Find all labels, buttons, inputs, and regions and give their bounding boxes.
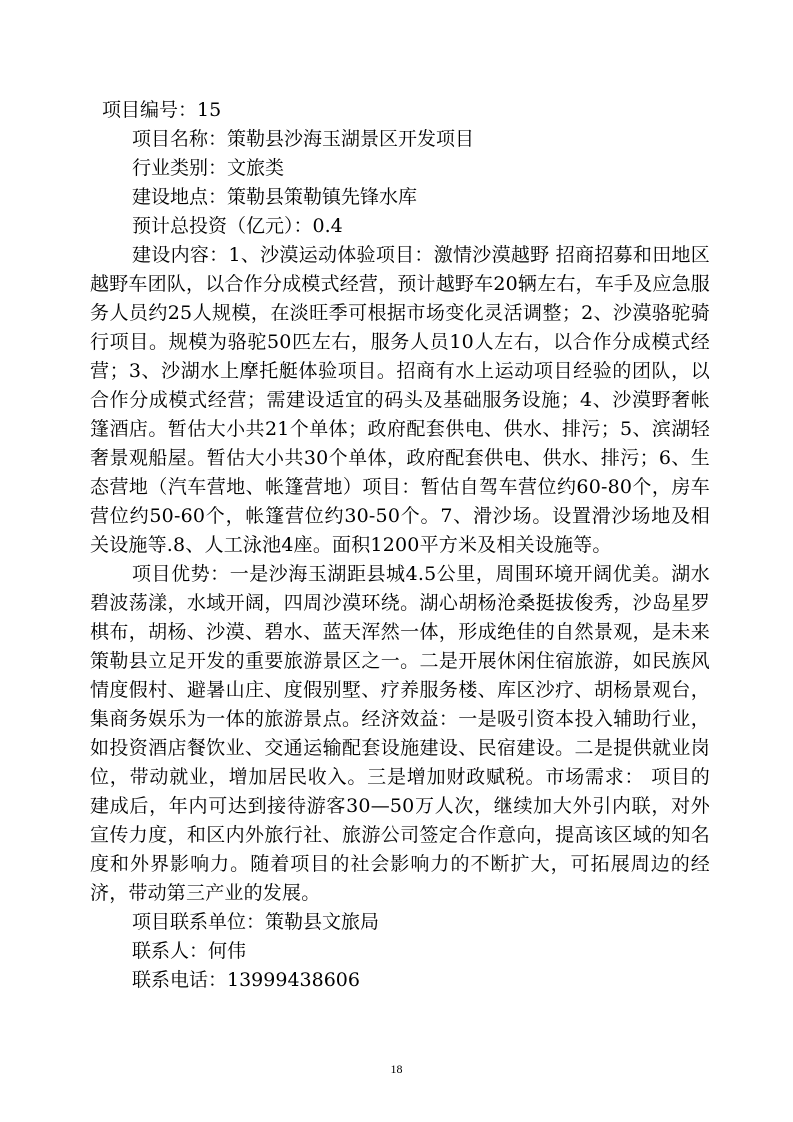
- estimated-investment: 预计总投资（亿元）：0.4: [132, 215, 343, 237]
- contact-unit: 项目联系单位：策勒县文旅局: [132, 911, 380, 933]
- page-number: 18: [390, 1062, 403, 1076]
- construction-location: 建设地点：策勒县策勒镇先锋水库: [132, 186, 418, 208]
- contact-phone: 联系电话：13999438606: [132, 969, 360, 991]
- industry-category: 行业类别：文旅类: [132, 157, 285, 179]
- project-content: [90, 96, 710, 995]
- project-advantages: 项目优势：一是沙海玉湖距县城4.5公里，周围环境开阔优美。湖水碧波荡漾，水域开阔，四周沙漠环绕。湖心胡杨沧桑挺拔俊秀，沙岛星罗棋布，胡杨、沙漠、碧水、蓝天浑然一体，形成绝佳的自然景观，是未来策勒县立足开发的重要旅游景区之一。二是开展休闲住宿旅游，如民族风情度假村、避暑山庄、度假别墅、疗养服务楼、库区沙疗、胡杨景观台，集商务娱乐为一体的旅游景点。经济效益：一是吸引资本投入辅助行业，如投资酒店餐饮业、交通运输配套设施建设、民宿建设。二是提供就业岗位，带动就业，增加居民收入。三是增加财政赋税。市场需求： 项目的建成后，年内可达到接待游客30—50万人次，继续加大外引内联，对外宣传力度，和区内外旅行社、旅游公司签定合作意向，提高该区域的知名度和外界影响力。随着项目的社会影响力的不断扩大，可拓展周边的经济，带动第三产业的发展。: [90, 563, 710, 904]
- contact-person: 联系人：何伟: [132, 940, 247, 962]
- project-name: 项目名称：策勒县沙海玉湖景区开发项目: [132, 128, 475, 150]
- construction-content: 建设内容：1、沙漠运动体验项目：激情沙漠越野 招商招募和田地区越野车团队，以合作分成模式经营，预计越野车20辆左右，车手及应急服务人员约25人规模，在淡旺季可根据市场变化灵活调整；2、沙漠骆驼骑行项目。规模为骆驼50匹左右，服务人员10人左右，以合作分成模式经营；3、沙湖水上摩托艇体验项目。招商有水上运动项目经验的团队，以合作分成模式经营；需建设适宜的码头及基础服务设施；4、沙漠野奢帐篷酒店。暂估大小共21个单体；政府配套供电、供水、排污；5、滨湖轻奢景观船屋。暂估大小共30个单体，政府配套供电、供水、排污；6、生态营地（汽车营地、帐篷营地）项目：暂估自驾车营位约60-80个，房车营位约50-60个，帐篷营位约30-50个。7、滑沙场。设置滑沙场地及相关设施等.8、人工泳池4座。面积1200平方米及相关设施等。: [90, 244, 710, 556]
- project-number: 项目编号：15: [102, 99, 222, 121]
